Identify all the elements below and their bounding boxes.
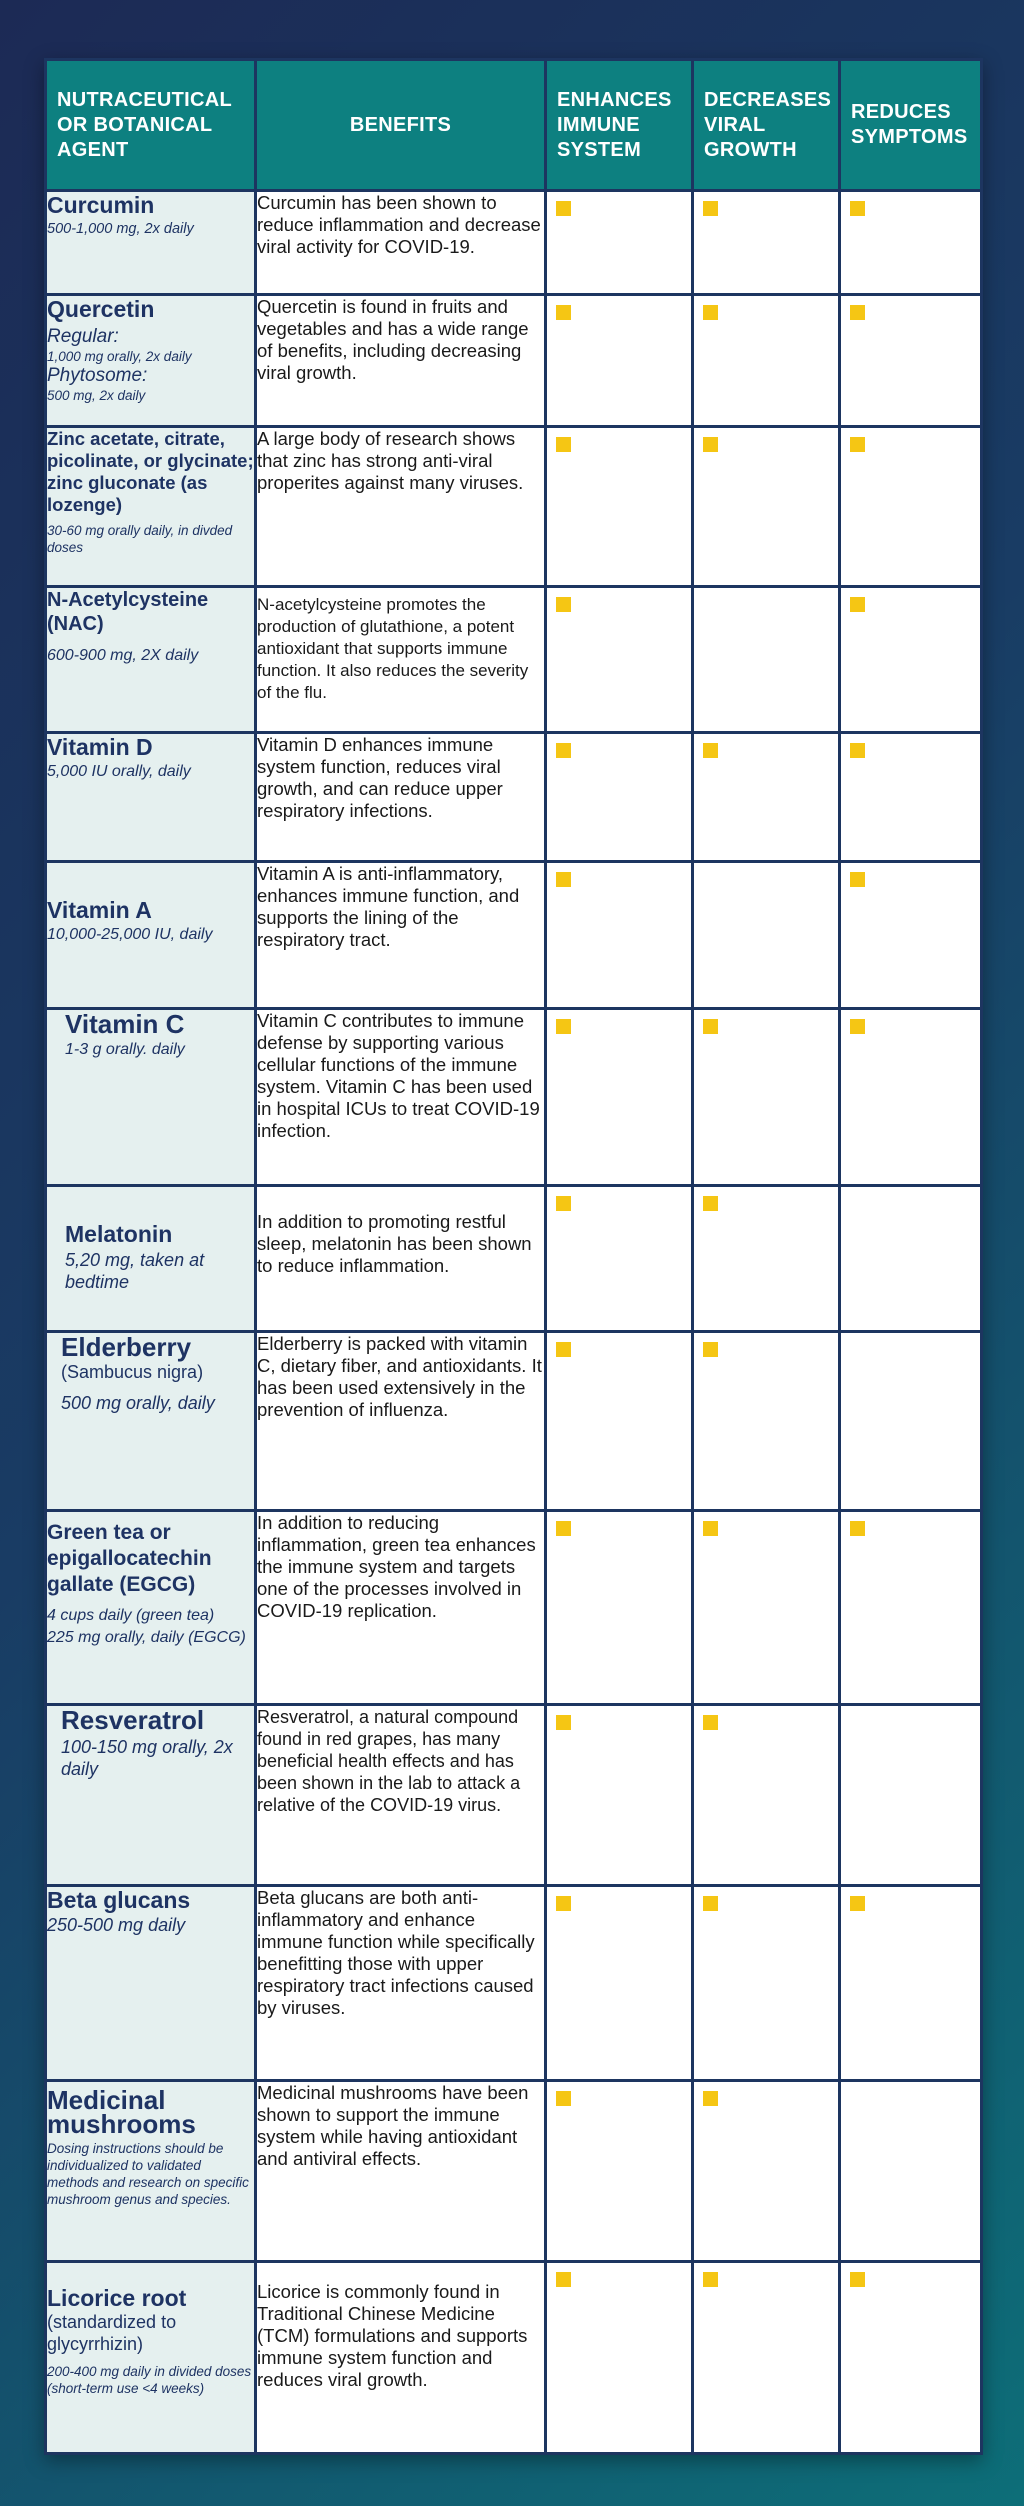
agent-cell [46,1332,256,1511]
agent-name: Melatonin [65,1221,173,1247]
yellow-square-marker-icon [556,872,571,887]
symptoms-cell [840,2081,982,2262]
agent-name: Vitamin C [65,1009,185,1039]
agent-cell [46,1009,256,1186]
header-benefits: BENEFITS [256,60,546,191]
immune-cell [546,1009,693,1186]
benefit-text: Quercetin is found in fruits and vegetables and has a wide range of benefits, including decreasing viral growth. [256,295,546,427]
viral-cell [693,1009,840,1186]
viral-cell [693,1332,840,1511]
table-row [46,587,982,733]
yellow-square-marker-icon [850,743,865,758]
agent-name: Green tea or epigallocatechin gallate (EGCG) [47,1521,212,1596]
agent-cell [46,587,256,733]
viral-cell [693,2262,840,2454]
yellow-square-marker-icon [556,597,571,612]
yellow-square-marker-icon [703,201,718,216]
viral-cell [693,1186,840,1332]
agent-name: Vitamin A [47,897,152,923]
symptoms-cell [840,427,982,587]
yellow-square-marker-icon [850,437,865,452]
agent-cell [46,1511,256,1705]
symptoms-cell [840,1511,982,1705]
header-agent: NUTRACEUTICAL OR BOTANICAL AGENT [46,60,256,191]
benefit-text: N-acetylcysteine promotes the production of glutathione, a potent antioxidant that supports immune function. It also reduces the severity of the flu. [256,587,546,733]
viral-cell [693,587,840,733]
agent-name: Vitamin D [47,734,153,760]
yellow-square-marker-icon [556,1342,571,1357]
yellow-square-marker-icon [556,2091,571,2106]
yellow-square-marker-icon [703,1715,718,1730]
immune-cell [546,587,693,733]
table-row [46,862,982,1009]
agent-dose: 10,000-25,000 IU, daily [47,926,213,943]
agent-name: Elderberry [61,1332,192,1362]
yellow-square-marker-icon [556,743,571,758]
symptoms-cell [840,2262,982,2454]
agent-name: Resveratrol [61,1705,205,1735]
agent-dose: 30-60 mg orally daily, in divded doses [47,523,233,555]
immune-cell [546,1886,693,2081]
table-row [46,1186,982,1332]
yellow-square-marker-icon [703,305,718,320]
yellow-square-marker-icon [556,201,571,216]
yellow-square-marker-icon [703,2091,718,2106]
agent-dose: 5,000 IU orally, daily [47,763,191,780]
table-row [46,191,982,295]
viral-cell [693,1886,840,2081]
immune-cell [546,2081,693,2262]
table-row [46,427,982,587]
viral-cell [693,733,840,862]
agent-dose-phytosome: 500 mg, 2x daily [47,388,146,403]
agent-cell [46,1705,256,1886]
yellow-square-marker-icon [703,437,718,452]
viral-cell [693,862,840,1009]
yellow-square-marker-icon [703,743,718,758]
agent-cell [46,1886,256,2081]
yellow-square-marker-icon [556,437,571,452]
header-reduces-symptoms: REDUCES SYMPTOMS [840,60,982,191]
yellow-square-marker-icon [556,1196,571,1211]
agent-dose: 250-500 mg daily [47,1915,186,1935]
yellow-square-marker-icon [556,2272,571,2287]
symptoms-cell [840,862,982,1009]
benefit-text: Vitamin C contributes to immune defense by supporting various cellular functions of the immune system. Vitamin C has been used in hospital ICUs to treat COVID-19 infection. [256,1009,546,1186]
agent-cell [46,733,256,862]
agent-cell [46,295,256,427]
benefit-text: Elderberry is packed with vitamin C, dietary fiber, and antioxidants. It has been used extensively in the prevention of influenza. [256,1332,546,1511]
yellow-square-marker-icon [556,1896,571,1911]
agent-dose: 500 mg orally, daily [61,1393,215,1413]
table-row [46,2081,982,2262]
yellow-square-marker-icon [850,597,865,612]
agent-standardization: (standardized to glycyrrhizin) [47,2312,177,2354]
agent-name: Beta glucans [47,1887,191,1913]
agent-cell [46,1186,256,1332]
table-row [46,2262,982,2454]
immune-cell [546,1705,693,1886]
symptoms-cell [840,1886,982,2081]
agent-dose: 5,20 mg, taken at bedtime [65,1250,205,1292]
agent-name: Licorice root [47,2285,187,2311]
symptoms-cell [840,733,982,862]
table-row [46,1009,982,1186]
dose-label-phytosome: Phytosome: [47,365,148,386]
table-row [46,1332,982,1511]
immune-cell [546,733,693,862]
immune-cell [546,191,693,295]
benefit-text: In addition to reducing inflammation, green tea enhances the immune system and targets one of the processes involved in COVID-19 replication. [256,1511,546,1705]
yellow-square-marker-icon [556,1521,571,1536]
yellow-square-marker-icon [703,1896,718,1911]
table-row [46,1705,982,1886]
viral-cell [693,427,840,587]
agent-name: Quercetin [47,296,155,322]
symptoms-cell [840,1009,982,1186]
benefit-text: Licorice is commonly found in Traditional Chinese Medicine (TCM) formulations and supports immune system function and reduces viral growth. [256,2262,546,2454]
agent-dose: 600-900 mg, 2X daily [47,647,199,664]
symptoms-cell [840,1705,982,1886]
symptoms-cell [840,1186,982,1332]
benefit-text: A large body of research shows that zinc has strong anti-viral properites against many viruses. [256,427,546,587]
yellow-square-marker-icon [556,305,571,320]
agent-name: Medicinal mushrooms [47,2085,196,2139]
yellow-square-marker-icon [850,872,865,887]
agent-dose: 500-1,000 mg, 2x daily [47,221,194,237]
table-row [46,295,982,427]
yellow-square-marker-icon [850,1019,865,1034]
dose-label-regular: Regular: [47,326,119,347]
nutraceutical-table [44,58,983,2455]
agent-dose: 200-400 mg daily in divided doses (short-term use <4 weeks) [47,2364,252,2396]
yellow-square-marker-icon [850,1896,865,1911]
agent-cell [46,2262,256,2454]
immune-cell [546,295,693,427]
symptoms-cell [840,295,982,427]
agent-cell [46,862,256,1009]
benefit-text: Vitamin D enhances immune system function, reduces viral growth, and can reduce upper respiratory infections. [256,733,546,862]
agent-dose: Dosing instructions should be individualized to validated methods and research on specific mushroom genus and species. [47,2141,249,2207]
yellow-square-marker-icon [703,1342,718,1357]
table-row [46,1511,982,1705]
immune-cell [546,862,693,1009]
immune-cell [546,1186,693,1332]
agent-name: N-Acetylcysteine (NAC) [47,589,209,635]
symptoms-cell [840,1332,982,1511]
benefit-text: Vitamin A is anti-inflammatory, enhances immune function, and supports the lining of the respiratory tract. [256,862,546,1009]
yellow-square-marker-icon [850,201,865,216]
header-decreases-viral: DECREASES VIRAL GROWTH [693,60,840,191]
yellow-square-marker-icon [850,305,865,320]
benefit-text: Resveratrol, a natural compound found in red grapes, has many beneficial health effects and has been shown in the lab to attack a relative of the COVID-19 virus. [256,1705,546,1886]
header-enhances-immune: ENHANCES IMMUNE SYSTEM [546,60,693,191]
immune-cell [546,2262,693,2454]
symptoms-cell [840,587,982,733]
yellow-square-marker-icon [556,1715,571,1730]
viral-cell [693,2081,840,2262]
agent-dose: 1-3 g orally. daily [65,1041,185,1058]
yellow-square-marker-icon [703,2272,718,2287]
viral-cell [693,191,840,295]
yellow-square-marker-icon [703,1521,718,1536]
benefit-text: Beta glucans are both anti-inflammatory and enhance immune function while specifically benefitting those with upper respiratory tract infections caused by viruses. [256,1886,546,2081]
benefit-text: Curcumin has been shown to reduce inflammation and decrease viral activity for COVID-19. [256,191,546,295]
benefit-text: In addition to promoting restful sleep, melatonin has been shown to reduce inflammation. [256,1186,546,1332]
agent-latin-name: (Sambucus nigra) [61,1362,204,1382]
viral-cell [693,295,840,427]
header-row [46,60,982,191]
yellow-square-marker-icon [556,1019,571,1034]
immune-cell [546,1511,693,1705]
viral-cell [693,1705,840,1886]
agent-name: Zinc acetate, citrate, picolinate, or glycinate; zinc gluconate (as lozenge) [47,428,254,515]
agent-dose-tea: 4 cups daily (green tea) [47,1607,215,1624]
benefit-text: Medicinal mushrooms have been shown to support the immune system while having antioxidant and antiviral effects. [256,2081,546,2262]
yellow-square-marker-icon [850,2272,865,2287]
agent-dose-egcg: 225 mg orally, daily (EGCG) [47,1629,246,1646]
yellow-square-marker-icon [703,1019,718,1034]
immune-cell [546,1332,693,1511]
yellow-square-marker-icon [850,1521,865,1536]
agent-dose-regular: 1,000 mg orally, 2x daily [47,349,192,364]
viral-cell [693,1511,840,1705]
agent-cell [46,427,256,587]
agent-name: Curcumin [47,192,155,218]
agent-cell [46,2081,256,2262]
agent-cell [46,191,256,295]
yellow-square-marker-icon [703,1196,718,1211]
table-row [46,733,982,862]
agent-dose: 100-150 mg orally, 2x daily [61,1737,233,1779]
symptoms-cell [840,191,982,295]
immune-cell [546,427,693,587]
table-row [46,1886,982,2081]
